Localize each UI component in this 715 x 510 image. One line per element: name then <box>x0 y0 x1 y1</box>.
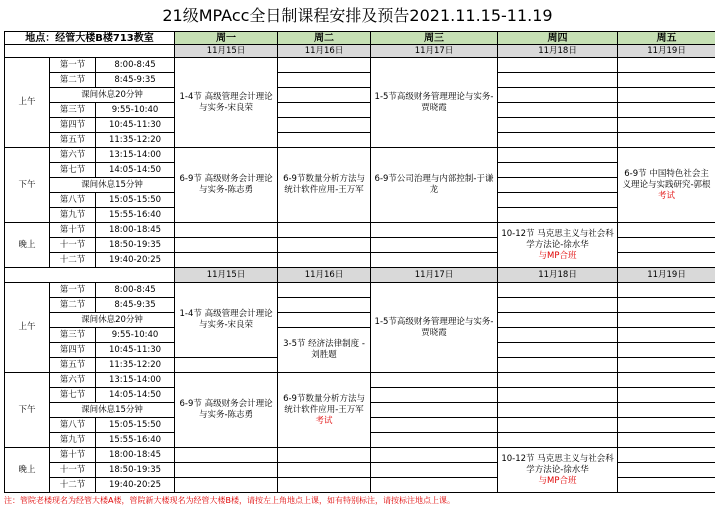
empty-cell <box>371 478 498 493</box>
empty-cell <box>498 328 618 343</box>
course-text: 10-12节 马克思主义与社会科学方法论-徐水华 <box>501 453 614 475</box>
period-name: 第一节 <box>50 58 96 73</box>
break-label: 课间休息15分钟 <box>50 178 175 193</box>
period-name: 第二节 <box>50 298 96 313</box>
empty-cell <box>278 88 371 103</box>
course-cell: 1-4节 高级管理会计理论与实务-宋良荣 <box>175 58 278 148</box>
empty-cell <box>175 448 278 463</box>
empty-cell <box>618 433 715 448</box>
date-cell: 11月17日 <box>371 45 498 58</box>
empty-cell <box>278 58 371 73</box>
empty-cell <box>175 463 278 478</box>
period-time: 13:15-14:00 <box>96 373 175 388</box>
empty-cell <box>618 103 715 118</box>
corner-cell <box>5 268 175 283</box>
empty-cell <box>498 88 618 103</box>
period-time: 8:00-8:45 <box>96 58 175 73</box>
period-name: 十二节 <box>50 253 96 268</box>
weekday-mon: 周一 <box>175 32 278 45</box>
weekday-wed: 周三 <box>371 32 498 45</box>
period-time: 15:05-15:50 <box>96 418 175 433</box>
empty-cell <box>278 448 371 463</box>
session-label: 下午 <box>5 148 50 223</box>
period-time: 14:05-14:50 <box>96 388 175 403</box>
session-label: 上午 <box>5 283 50 373</box>
period-name: 第七节 <box>50 388 96 403</box>
period-name: 十一节 <box>50 238 96 253</box>
period-name: 第八节 <box>50 193 96 208</box>
empty-cell <box>498 58 618 73</box>
period-time: 19:40-20:25 <box>96 253 175 268</box>
empty-cell <box>278 298 371 313</box>
empty-cell <box>175 223 278 238</box>
period-name: 十一节 <box>50 463 96 478</box>
empty-cell <box>618 328 715 343</box>
empty-cell <box>498 283 618 298</box>
empty-cell <box>278 103 371 118</box>
empty-cell <box>498 358 618 373</box>
empty-cell <box>498 178 618 193</box>
session-label: 下午 <box>5 373 50 448</box>
empty-cell <box>498 403 618 418</box>
course-cell: 3-5节 经济法律制度 -刘胜题 <box>278 328 371 373</box>
period-name: 第十节 <box>50 223 96 238</box>
empty-cell <box>618 373 715 388</box>
location-label: 地点：经管大楼B楼713教室 <box>5 32 175 45</box>
period-name: 第一节 <box>50 283 96 298</box>
empty-cell <box>278 253 371 268</box>
empty-cell <box>371 238 498 253</box>
date-cell: 11月18日 <box>498 268 618 283</box>
course-cell: 6-9节数量分析方法与统计软件应用-王万军 <box>278 148 371 223</box>
empty-cell <box>618 58 715 73</box>
empty-cell <box>618 118 715 133</box>
period-time: 18:50-19:35 <box>96 463 175 478</box>
empty-cell <box>618 343 715 358</box>
empty-cell <box>371 373 498 388</box>
weekday-thu: 周四 <box>498 32 618 45</box>
period-time: 18:00-18:45 <box>96 448 175 463</box>
empty-cell <box>278 133 371 148</box>
empty-cell <box>618 403 715 418</box>
empty-cell <box>618 73 715 88</box>
empty-cell <box>618 133 715 148</box>
period-time: 18:00-18:45 <box>96 223 175 238</box>
weekday-tue: 周二 <box>278 32 371 45</box>
period-time: 9:55-10:40 <box>96 328 175 343</box>
course-cell: 1-5节高级财务管理理论与实务- 贾晓霞 <box>371 58 498 148</box>
empty-cell <box>498 133 618 148</box>
course-cell: 6-9节公司治理与内部控制-于谦龙 <box>371 148 498 223</box>
empty-cell <box>278 283 371 298</box>
empty-cell <box>618 298 715 313</box>
period-name: 第七节 <box>50 163 96 178</box>
period-name: 第五节 <box>50 358 96 373</box>
empty-cell <box>371 253 498 268</box>
period-name: 第三节 <box>50 103 96 118</box>
course-text: 10-12节 马克思主义与社会科学方法论-徐水华 <box>501 228 614 250</box>
course-cell <box>498 448 618 493</box>
course-cell <box>498 223 618 268</box>
empty-cell <box>618 253 715 268</box>
period-name: 第四节 <box>50 118 96 133</box>
empty-cell <box>618 358 715 373</box>
empty-cell <box>618 313 715 328</box>
break-label: 课间休息20分钟 <box>50 88 175 103</box>
course-cell: 6-9节 高级财务会计理论与实务-陈志勇 <box>175 148 278 223</box>
period-time: 9:55-10:40 <box>96 103 175 118</box>
empty-cell <box>618 238 715 253</box>
empty-cell <box>175 478 278 493</box>
empty-cell <box>498 298 618 313</box>
period-time: 15:55-16:40 <box>96 433 175 448</box>
empty-cell <box>371 463 498 478</box>
session-label: 晚上 <box>5 223 50 268</box>
empty-cell <box>498 118 618 133</box>
period-time: 11:35-12:20 <box>96 133 175 148</box>
date-cell: 11月17日 <box>371 268 498 283</box>
course-cell <box>278 373 371 448</box>
empty-cell <box>498 373 618 388</box>
date-cell: 11月16日 <box>278 45 371 58</box>
period-time: 10:45-11:30 <box>96 118 175 133</box>
period-name: 第三节 <box>50 328 96 343</box>
empty-cell <box>371 223 498 238</box>
empty-cell <box>618 388 715 403</box>
empty-cell <box>618 283 715 298</box>
date-cell: 11月19日 <box>618 268 715 283</box>
empty-cell <box>278 463 371 478</box>
weekday-fri: 周五 <box>618 32 715 45</box>
break-label: 课间休息15分钟 <box>50 403 175 418</box>
period-time: 8:00-8:45 <box>96 283 175 298</box>
break-label: 课间休息20分钟 <box>50 313 175 328</box>
empty-cell <box>618 463 715 478</box>
date-cell: 11月15日 <box>175 268 278 283</box>
empty-cell <box>498 433 618 448</box>
empty-cell <box>498 388 618 403</box>
empty-cell <box>278 478 371 493</box>
corner-cell <box>5 45 175 58</box>
period-name: 第十节 <box>50 448 96 463</box>
period-name: 第六节 <box>50 148 96 163</box>
period-time: 15:05-15:50 <box>96 193 175 208</box>
empty-cell <box>618 478 715 493</box>
empty-cell <box>278 223 371 238</box>
period-time: 10:45-11:30 <box>96 343 175 358</box>
date-cell: 11月15日 <box>175 45 278 58</box>
empty-cell <box>498 103 618 118</box>
empty-cell <box>278 118 371 133</box>
footer-note: 注：管院老楼现名为经管大楼A楼，管院新大楼现名为经管大楼B楼，请按左上角地点上课，如有特别标注，请按标注地点上课。 <box>4 496 455 505</box>
session-label: 晚上 <box>5 448 50 493</box>
empty-cell <box>618 223 715 238</box>
period-name: 第九节 <box>50 433 96 448</box>
period-name: 第五节 <box>50 133 96 148</box>
joint-class-note: 与MP合班 <box>538 250 577 261</box>
empty-cell <box>371 433 498 448</box>
period-time: 18:50-19:35 <box>96 238 175 253</box>
empty-cell <box>371 388 498 403</box>
period-time: 8:45-9:35 <box>96 298 175 313</box>
joint-class-note: 与MP合班 <box>538 475 577 486</box>
course-text: 6-9节 中国特色社会主义理论与实践研究-郭根 <box>622 168 711 190</box>
empty-cell <box>371 403 498 418</box>
date-cell: 11月18日 <box>498 45 618 58</box>
period-name: 第六节 <box>50 373 96 388</box>
period-name: 第八节 <box>50 418 96 433</box>
exam-flag: 考试 <box>658 190 676 201</box>
empty-cell <box>498 343 618 358</box>
period-time: 19:40-20:25 <box>96 478 175 493</box>
empty-cell <box>498 313 618 328</box>
course-cell: 1-5节高级财务管理理论与实务- 贾晓霞 <box>371 283 498 373</box>
schedule-table <box>4 31 715 493</box>
period-name: 十二节 <box>50 478 96 493</box>
empty-cell <box>498 73 618 88</box>
empty-cell <box>618 418 715 433</box>
course-text: 6-9节数量分析方法与统计软件应用-王万军 <box>283 393 365 415</box>
period-name: 第九节 <box>50 208 96 223</box>
empty-cell <box>371 448 498 463</box>
date-cell: 11月19日 <box>618 45 715 58</box>
period-name: 第二节 <box>50 73 96 88</box>
empty-cell <box>371 418 498 433</box>
period-time: 11:35-12:20 <box>96 358 175 373</box>
empty-cell <box>175 358 278 373</box>
empty-cell <box>278 73 371 88</box>
page-title: 21级MPAcc全日制课程安排及预告2021.11.15-11.19 <box>162 6 553 25</box>
empty-cell <box>175 238 278 253</box>
empty-cell <box>175 253 278 268</box>
empty-cell <box>498 163 618 178</box>
session-label: 上午 <box>5 58 50 148</box>
empty-cell <box>498 208 618 223</box>
period-time: 13:15-14:00 <box>96 148 175 163</box>
period-time: 15:55-16:40 <box>96 208 175 223</box>
course-cell <box>618 148 715 223</box>
empty-cell <box>278 313 371 328</box>
date-cell: 11月16日 <box>278 268 371 283</box>
empty-cell <box>618 88 715 103</box>
empty-cell <box>498 418 618 433</box>
course-cell: 6-9节 高级财务会计理论与实务-陈志勇 <box>175 373 278 448</box>
empty-cell <box>278 238 371 253</box>
period-time: 14:05-14:50 <box>96 163 175 178</box>
course-cell: 1-4节 高级管理会计理论与实务-宋良荣 <box>175 283 278 358</box>
period-time: 8:45-9:35 <box>96 73 175 88</box>
empty-cell <box>498 148 618 163</box>
empty-cell <box>618 448 715 463</box>
empty-cell <box>498 193 618 208</box>
period-name: 第四节 <box>50 343 96 358</box>
exam-flag: 考试 <box>315 415 333 426</box>
